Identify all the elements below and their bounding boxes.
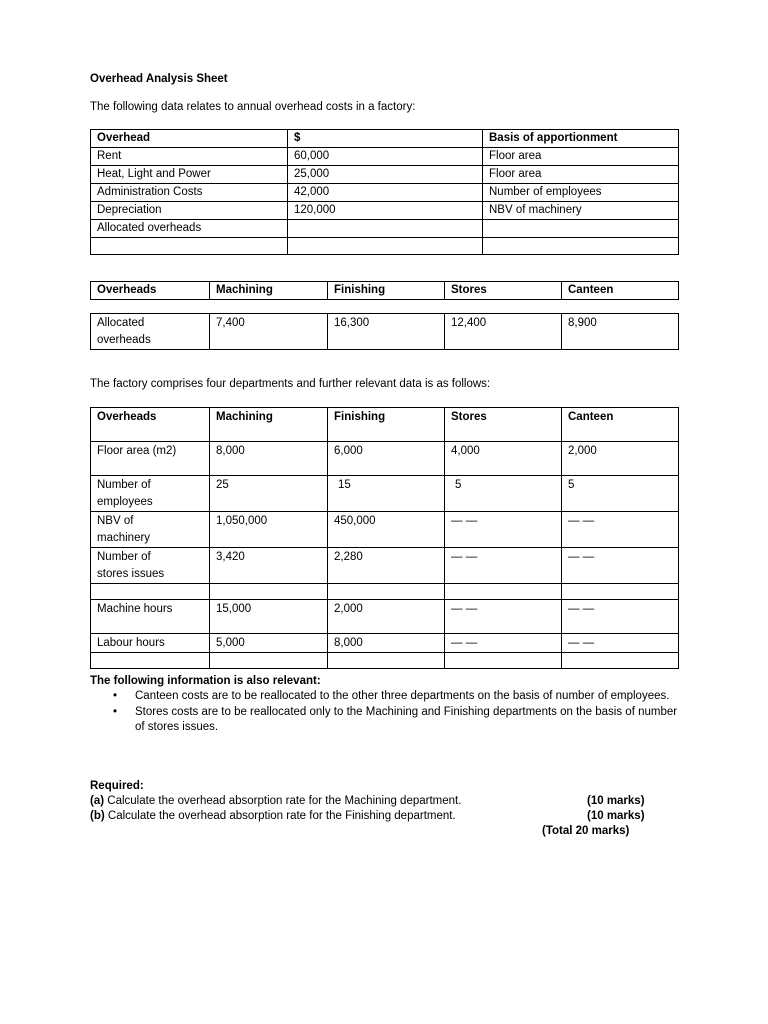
table-row xyxy=(91,512,679,548)
total-marks: (Total 20 marks) xyxy=(542,825,630,837)
row-label: Floor area (m2) xyxy=(91,442,210,476)
table-cell: Floor area xyxy=(483,166,679,184)
info-heading: The following information is also relevant: xyxy=(90,675,321,687)
table-cell: Depreciation xyxy=(91,202,288,220)
required-heading: Required: xyxy=(90,780,144,792)
table-cell: NBV of machinery xyxy=(483,202,679,220)
table-cell: — — xyxy=(445,600,562,634)
allocated-overheads-table xyxy=(90,281,679,350)
table-cell: 8,000 xyxy=(210,442,328,476)
spacer-cell xyxy=(445,300,562,314)
row-label xyxy=(91,476,210,512)
table-cell: 7,400 xyxy=(210,314,328,350)
info-list xyxy=(110,689,680,736)
page-title: Overhead Analysis Sheet xyxy=(90,73,228,85)
table-cell: — — xyxy=(562,512,679,548)
table-cell: 8,900 xyxy=(562,314,679,350)
table-cell: — — xyxy=(562,634,679,653)
table-row xyxy=(91,202,679,220)
row-label-line: stores issues xyxy=(97,568,165,580)
table-cell: Rent xyxy=(91,148,288,166)
header-canteen: Canteen xyxy=(562,408,679,442)
row-label-line: machinery xyxy=(97,532,151,544)
question-a xyxy=(90,795,461,807)
table-cell xyxy=(483,220,679,238)
question-b-label: (b) xyxy=(90,810,105,822)
table-cell xyxy=(91,584,210,600)
table-cell: 5 xyxy=(445,476,562,512)
table-cell: 15,000 xyxy=(210,600,328,634)
table-cell: 5,000 xyxy=(210,634,328,653)
table-cell: — — xyxy=(445,634,562,653)
bullet-icon: • xyxy=(113,705,118,718)
table-row xyxy=(91,166,679,184)
spacer-cell xyxy=(210,300,328,314)
table-cell: 2,280 xyxy=(328,548,445,584)
table-row xyxy=(91,184,679,202)
spacer-cell xyxy=(562,300,679,314)
table-cell: Floor area xyxy=(483,148,679,166)
table-cell xyxy=(328,653,445,669)
table-row xyxy=(91,600,679,634)
header-canteen: Canteen xyxy=(562,282,679,300)
question-b xyxy=(90,810,456,822)
row-label: Labour hours xyxy=(91,634,210,653)
intro-text: The following data relates to annual overhead costs in a factory: xyxy=(90,101,416,113)
header-amount: $ xyxy=(288,130,483,148)
table-row xyxy=(91,148,679,166)
table-row xyxy=(91,653,679,669)
header-finishing: Finishing xyxy=(328,408,445,442)
table-cell: 42,000 xyxy=(288,184,483,202)
question-a-text: Calculate the overhead absorption rate for the Machining department. xyxy=(107,795,462,807)
table-cell: 3,420 xyxy=(210,548,328,584)
table-header-row xyxy=(91,282,679,300)
spacer-cell xyxy=(91,300,210,314)
row-label-line: NBV of xyxy=(97,515,134,527)
list-item xyxy=(110,705,680,736)
table-cell: — — xyxy=(445,512,562,548)
question-a-label: (a) xyxy=(90,795,105,807)
table-cell xyxy=(562,584,679,600)
bullet-icon: • xyxy=(113,690,118,702)
table-cell: 6,000 xyxy=(328,442,445,476)
table-cell: Allocated overheads xyxy=(91,220,288,238)
table-row xyxy=(91,584,679,600)
row-label-line: Number of xyxy=(97,479,151,491)
table-cell: — — xyxy=(562,548,679,584)
table-row xyxy=(91,548,679,584)
table-cell: 12,400 xyxy=(445,314,562,350)
table-header-row xyxy=(91,408,679,442)
table-cell: 450,000 xyxy=(328,512,445,548)
table-cell: 15 xyxy=(328,476,445,512)
list-item-text: Stores costs are to be reallocated only to the Machining and Finishing departments on the basis of number of stores issues. xyxy=(135,705,678,733)
table-cell: — — xyxy=(445,548,562,584)
table-row xyxy=(91,442,679,476)
table-cell xyxy=(91,238,288,255)
table-cell: 60,000 xyxy=(288,148,483,166)
header-finishing: Finishing xyxy=(328,282,445,300)
table-cell xyxy=(483,238,679,255)
table-row xyxy=(91,220,679,238)
row-label xyxy=(91,548,210,584)
header-machining: Machining xyxy=(210,282,328,300)
table-cell: Number of employees xyxy=(483,184,679,202)
table-cell: 16,300 xyxy=(328,314,445,350)
table-cell: 4,000 xyxy=(445,442,562,476)
header-overheads: Overheads xyxy=(91,282,210,300)
table-row xyxy=(91,476,679,512)
list-item-text: Canteen costs are to be reallocated to the other three departments on the basis of number of employees. xyxy=(135,690,670,702)
table-cell: 5 xyxy=(562,476,679,512)
table-row xyxy=(91,314,679,350)
row-label-line: Allocated xyxy=(97,317,145,329)
table-cell: 25,000 xyxy=(288,166,483,184)
header-machining: Machining xyxy=(210,408,328,442)
row-label xyxy=(91,512,210,548)
table-cell: Heat, Light and Power xyxy=(91,166,288,184)
table-cell xyxy=(210,584,328,600)
row-label: Machine hours xyxy=(91,600,210,634)
table-cell xyxy=(562,653,679,669)
department-data-table xyxy=(90,407,679,669)
table-cell xyxy=(288,238,483,255)
table-cell: 2,000 xyxy=(562,442,679,476)
table-cell xyxy=(328,584,445,600)
spacer-cell xyxy=(328,300,445,314)
header-overhead: Overhead xyxy=(91,130,288,148)
header-stores: Stores xyxy=(445,282,562,300)
table-header-row xyxy=(91,130,679,148)
spacer-row xyxy=(91,300,679,314)
table-row xyxy=(91,634,679,653)
table-cell: 1,050,000 xyxy=(210,512,328,548)
dept-intro-text: The factory comprises four departments and further relevant data is as follows: xyxy=(90,378,491,390)
table-cell: 2,000 xyxy=(328,600,445,634)
question-b-marks: (10 marks) xyxy=(587,810,645,822)
table-cell xyxy=(91,653,210,669)
row-label-line: employees xyxy=(97,496,153,508)
question-a-marks: (10 marks) xyxy=(587,795,645,807)
header-stores: Stores xyxy=(445,408,562,442)
table-cell: — — xyxy=(562,600,679,634)
table-row xyxy=(91,238,679,255)
overhead-costs-table xyxy=(90,129,679,255)
header-basis: Basis of apportionment xyxy=(483,130,679,148)
table-cell xyxy=(445,584,562,600)
table-cell xyxy=(288,220,483,238)
table-cell: 120,000 xyxy=(288,202,483,220)
table-cell xyxy=(210,653,328,669)
list-item xyxy=(110,689,680,705)
table-cell xyxy=(445,653,562,669)
row-label xyxy=(91,314,210,350)
row-label-line: Number of xyxy=(97,551,151,563)
row-label-line: overheads xyxy=(97,334,151,346)
table-cell: 25 xyxy=(210,476,328,512)
question-b-text: Calculate the overhead absorption rate for the Finishing department. xyxy=(107,810,456,822)
table-cell: Administration Costs xyxy=(91,184,288,202)
header-overheads: Overheads xyxy=(91,408,210,442)
table-cell: 8,000 xyxy=(328,634,445,653)
